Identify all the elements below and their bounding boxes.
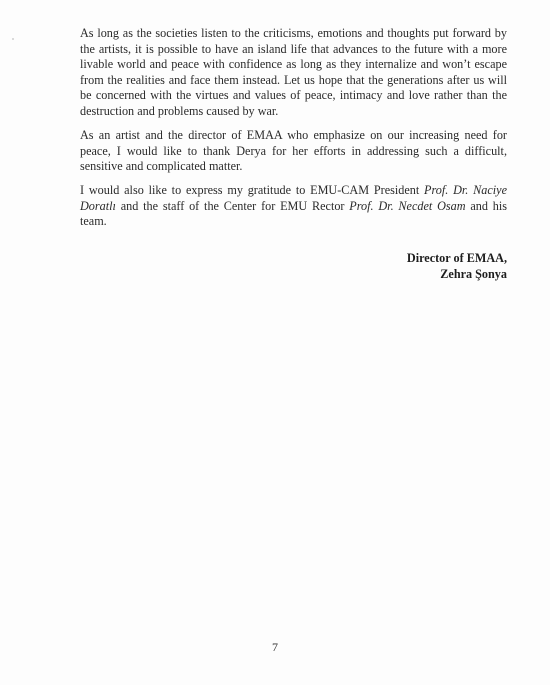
scan-speck xyxy=(12,38,14,40)
signature-block xyxy=(407,250,507,282)
signature-name: Zehra Şonya xyxy=(440,267,507,281)
gratitude-text-3: and his team. xyxy=(80,198,507,229)
page-number: 7 xyxy=(272,640,278,654)
gratitude-text-2: and the staff of the Center for EMU Rector xyxy=(115,198,350,213)
gratitude-text-1: I would also like to express my gratitude to EMU-CAM President xyxy=(80,183,425,197)
rector-name: Prof. Dr. Necdet Osam xyxy=(349,198,466,213)
paragraph-thanks-derya: As an artist and the director of EMAA who emphasize on our increasing need for peace, I would like to thank Derya for her efforts in addressing such a difficult, sensitive and complicated matter. xyxy=(80,128,507,174)
paragraph-gratitude xyxy=(80,183,507,230)
signature-title: Director of EMAA, xyxy=(406,251,507,265)
paragraph-artists-societies: As long as the societies listen to the criticisms, emotions and thoughts put forward by the artists, it is possible to have an island life that advances to the future with a more livable world and peace with confidence as long as they internalize and won’t escape from the realities and face them instead. Let us hope that the generations after us will be concerned with the virtues and values of peace, intimacy and love rather than the destruction and problems caused by war. xyxy=(80,26,507,118)
president-name: Prof. Dr. Naciye Doratlı xyxy=(80,183,507,213)
